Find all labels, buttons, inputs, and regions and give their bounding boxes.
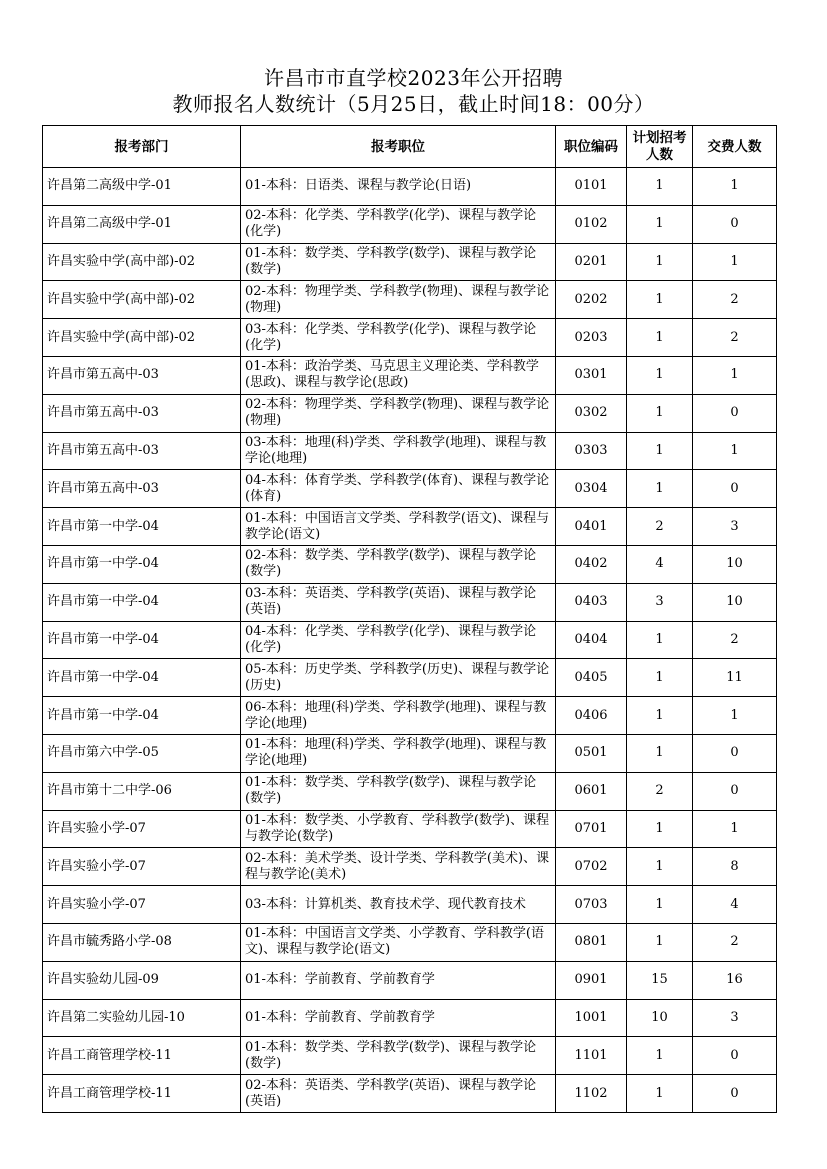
table-row <box>43 772 777 810</box>
cell-code: 0303 <box>556 432 627 470</box>
cell-plan: 1 <box>627 1037 693 1075</box>
cell-position: 01-本科：中国语言文学类、小学教育、学科教学(语文)、课程与教学论(语文) <box>241 923 556 961</box>
table-row <box>43 923 777 961</box>
cell-code: 1001 <box>556 999 627 1037</box>
cell-paid: 0 <box>693 1037 777 1075</box>
cell-paid: 0 <box>693 1075 777 1113</box>
cell-dept: 许昌工商管理学校-11 <box>43 1075 241 1113</box>
cell-paid: 1 <box>693 697 777 735</box>
cell-dept: 许昌实验中学(高中部)-02 <box>43 281 241 319</box>
table-row <box>43 659 777 697</box>
cell-paid: 1 <box>693 432 777 470</box>
cell-paid: 1 <box>693 356 777 394</box>
cell-plan: 3 <box>627 583 693 621</box>
cell-plan: 1 <box>627 810 693 848</box>
cell-plan: 1 <box>627 356 693 394</box>
cell-code: 0404 <box>556 621 627 659</box>
table-row <box>43 243 777 281</box>
cell-plan: 1 <box>627 621 693 659</box>
table-row <box>43 999 777 1037</box>
cell-code: 0702 <box>556 848 627 886</box>
cell-position: 05-本科：历史学类、学科教学(历史)、课程与教学论(历史) <box>241 659 556 697</box>
cell-position: 01-本科：数学类、学科教学(数学)、课程与教学论(数学) <box>241 1037 556 1075</box>
cell-position: 04-本科：化学类、学科教学(化学)、课程与教学论(化学) <box>241 621 556 659</box>
cell-paid: 2 <box>693 621 777 659</box>
cell-dept: 许昌市第一中学-04 <box>43 697 241 735</box>
cell-dept: 许昌实验中学(高中部)-02 <box>43 243 241 281</box>
cell-plan: 2 <box>627 772 693 810</box>
cell-dept: 许昌第二高级中学-01 <box>43 205 241 243</box>
cell-dept: 许昌市第一中学-04 <box>43 583 241 621</box>
cell-code: 0201 <box>556 243 627 281</box>
cell-plan: 1 <box>627 281 693 319</box>
cell-dept: 许昌市第一中学-04 <box>43 545 241 583</box>
cell-paid: 8 <box>693 848 777 886</box>
cell-plan: 1 <box>627 697 693 735</box>
cell-plan: 1 <box>627 659 693 697</box>
table-row <box>43 961 777 999</box>
cell-dept: 许昌市第一中学-04 <box>43 621 241 659</box>
cell-position: 01-本科：数学类、小学教育、学科教学(数学)、课程与教学论(数学) <box>241 810 556 848</box>
cell-position: 01-本科：学前教育、学前教育学 <box>241 961 556 999</box>
table-row <box>43 470 777 508</box>
cell-paid: 10 <box>693 583 777 621</box>
cell-position: 02-本科：物理学类、学科教学(物理)、课程与教学论(物理) <box>241 394 556 432</box>
cell-plan: 1 <box>627 734 693 772</box>
cell-position: 03-本科：地理(科)学类、学科教学(地理)、课程与教学论(地理) <box>241 432 556 470</box>
cell-dept: 许昌市第五高中-03 <box>43 394 241 432</box>
cell-position: 01-本科：数学类、学科教学(数学)、课程与教学论(数学) <box>241 772 556 810</box>
cell-paid: 2 <box>693 281 777 319</box>
cell-paid: 0 <box>693 394 777 432</box>
cell-plan: 4 <box>627 545 693 583</box>
header-dept: 报考部门 <box>43 126 241 168</box>
cell-plan: 1 <box>627 243 693 281</box>
cell-paid: 0 <box>693 772 777 810</box>
document-title-line2: 教师报名人数统计（5月25日，截止时间18：00分） <box>172 92 655 116</box>
cell-dept: 许昌市第一中学-04 <box>43 659 241 697</box>
header-plan-line2: 人数 <box>646 146 673 163</box>
cell-code: 0203 <box>556 319 627 357</box>
cell-position: 01-本科：日语类、课程与教学论(日语) <box>241 168 556 206</box>
cell-dept: 许昌第二高级中学-01 <box>43 168 241 206</box>
cell-plan: 1 <box>627 1075 693 1113</box>
cell-paid: 0 <box>693 205 777 243</box>
cell-dept: 许昌市第五高中-03 <box>43 432 241 470</box>
cell-paid: 1 <box>693 810 777 848</box>
cell-code: 0901 <box>556 961 627 999</box>
table-row <box>43 545 777 583</box>
table-row <box>43 886 777 924</box>
cell-code: 0402 <box>556 545 627 583</box>
cell-code: 0101 <box>556 168 627 206</box>
cell-position: 02-本科：化学类、学科教学(化学)、课程与教学论(化学) <box>241 205 556 243</box>
cell-position: 03-本科：化学类、学科教学(化学)、课程与教学论(化学) <box>241 319 556 357</box>
table-row <box>43 621 777 659</box>
table-row <box>43 734 777 772</box>
registration-table <box>42 125 777 1113</box>
cell-dept: 许昌实验中学(高中部)-02 <box>43 319 241 357</box>
table-body <box>43 168 777 1113</box>
table-row <box>43 1075 777 1113</box>
cell-position: 03-本科：计算机类、教育技术学、现代教育技术 <box>241 886 556 924</box>
cell-plan: 2 <box>627 508 693 546</box>
table-row <box>43 848 777 886</box>
cell-position: 04-本科：体育学类、学科教学(体育)、课程与教学论(体育) <box>241 470 556 508</box>
cell-dept: 许昌市第五高中-03 <box>43 470 241 508</box>
table-row <box>43 508 777 546</box>
cell-code: 0302 <box>556 394 627 432</box>
cell-position: 02-本科：物理学类、学科教学(物理)、课程与教学论(物理) <box>241 281 556 319</box>
cell-plan: 1 <box>627 470 693 508</box>
cell-code: 0202 <box>556 281 627 319</box>
table-row <box>43 583 777 621</box>
cell-dept: 许昌实验幼儿园-09 <box>43 961 241 999</box>
cell-paid: 0 <box>693 470 777 508</box>
cell-dept: 许昌工商管理学校-11 <box>43 1037 241 1075</box>
cell-position: 02-本科：数学类、学科教学(数学)、课程与教学论(数学) <box>241 545 556 583</box>
cell-dept: 许昌第二实验幼儿园-10 <box>43 999 241 1037</box>
cell-position: 02-本科：英语类、学科教学(英语)、课程与教学论(英语) <box>241 1075 556 1113</box>
cell-code: 1102 <box>556 1075 627 1113</box>
cell-plan: 15 <box>627 961 693 999</box>
cell-code: 0301 <box>556 356 627 394</box>
cell-paid: 2 <box>693 319 777 357</box>
cell-paid: 0 <box>693 734 777 772</box>
cell-code: 0501 <box>556 734 627 772</box>
cell-dept: 许昌市第五高中-03 <box>43 356 241 394</box>
table-row <box>43 356 777 394</box>
cell-paid: 3 <box>693 508 777 546</box>
cell-code: 0403 <box>556 583 627 621</box>
cell-dept: 许昌实验小学-07 <box>43 848 241 886</box>
cell-code: 0703 <box>556 886 627 924</box>
cell-position: 01-本科：数学类、学科教学(数学)、课程与教学论(数学) <box>241 243 556 281</box>
cell-paid: 3 <box>693 999 777 1037</box>
cell-plan: 1 <box>627 205 693 243</box>
cell-plan: 1 <box>627 394 693 432</box>
cell-plan: 1 <box>627 848 693 886</box>
table-header-row <box>43 126 777 168</box>
cell-plan: 1 <box>627 168 693 206</box>
header-position: 报考职位 <box>241 126 556 168</box>
cell-position: 06-本科：地理(科)学类、学科教学(地理)、课程与教学论(地理) <box>241 697 556 735</box>
cell-code: 0601 <box>556 772 627 810</box>
cell-plan: 1 <box>627 432 693 470</box>
cell-code: 0102 <box>556 205 627 243</box>
cell-paid: 16 <box>693 961 777 999</box>
table-row <box>43 205 777 243</box>
cell-paid: 4 <box>693 886 777 924</box>
cell-position: 03-本科：英语类、学科教学(英语)、课程与教学论(英语) <box>241 583 556 621</box>
table-row <box>43 1037 777 1075</box>
table-row <box>43 432 777 470</box>
cell-plan: 10 <box>627 999 693 1037</box>
cell-plan: 1 <box>627 319 693 357</box>
cell-dept: 许昌市第六中学-05 <box>43 734 241 772</box>
cell-position: 01-本科：学前教育、学前教育学 <box>241 999 556 1037</box>
cell-position: 01-本科：中国语言文学类、学科教学(语文)、课程与教学论(语文) <box>241 508 556 546</box>
table-row <box>43 168 777 206</box>
table-row <box>43 394 777 432</box>
cell-plan: 1 <box>627 886 693 924</box>
cell-position: 01-本科：政治学类、马克思主义理论类、学科教学(思政)、课程与教学论(思政) <box>241 356 556 394</box>
cell-code: 0406 <box>556 697 627 735</box>
cell-code: 1101 <box>556 1037 627 1075</box>
cell-code: 0401 <box>556 508 627 546</box>
cell-code: 0801 <box>556 923 627 961</box>
cell-paid: 1 <box>693 243 777 281</box>
cell-dept: 许昌实验小学-07 <box>43 886 241 924</box>
table-row <box>43 319 777 357</box>
cell-position: 02-本科：美术学类、设计学类、学科教学(美术)、课程与教学论(美术) <box>241 848 556 886</box>
cell-dept: 许昌实验小学-07 <box>43 810 241 848</box>
cell-dept: 许昌市第一中学-04 <box>43 508 241 546</box>
cell-plan: 1 <box>627 923 693 961</box>
cell-code: 0405 <box>556 659 627 697</box>
cell-code: 0304 <box>556 470 627 508</box>
table-row <box>43 697 777 735</box>
document-title-line1: 许昌市市直学校2023年公开招聘 <box>264 66 563 90</box>
cell-dept: 许昌市毓秀路小学-08 <box>43 923 241 961</box>
header-plan <box>627 126 693 168</box>
header-paid: 交费人数 <box>693 126 777 168</box>
table-row <box>43 810 777 848</box>
header-code: 职位编码 <box>556 126 627 168</box>
cell-position: 01-本科：地理(科)学类、学科教学(地理)、课程与教学论(地理) <box>241 734 556 772</box>
cell-dept: 许昌市第十二中学-06 <box>43 772 241 810</box>
table-row <box>43 281 777 319</box>
cell-paid: 11 <box>693 659 777 697</box>
cell-code: 0701 <box>556 810 627 848</box>
cell-paid: 10 <box>693 545 777 583</box>
cell-paid: 2 <box>693 923 777 961</box>
cell-paid: 1 <box>693 168 777 206</box>
header-plan-line1: 计划招考 <box>632 129 687 146</box>
